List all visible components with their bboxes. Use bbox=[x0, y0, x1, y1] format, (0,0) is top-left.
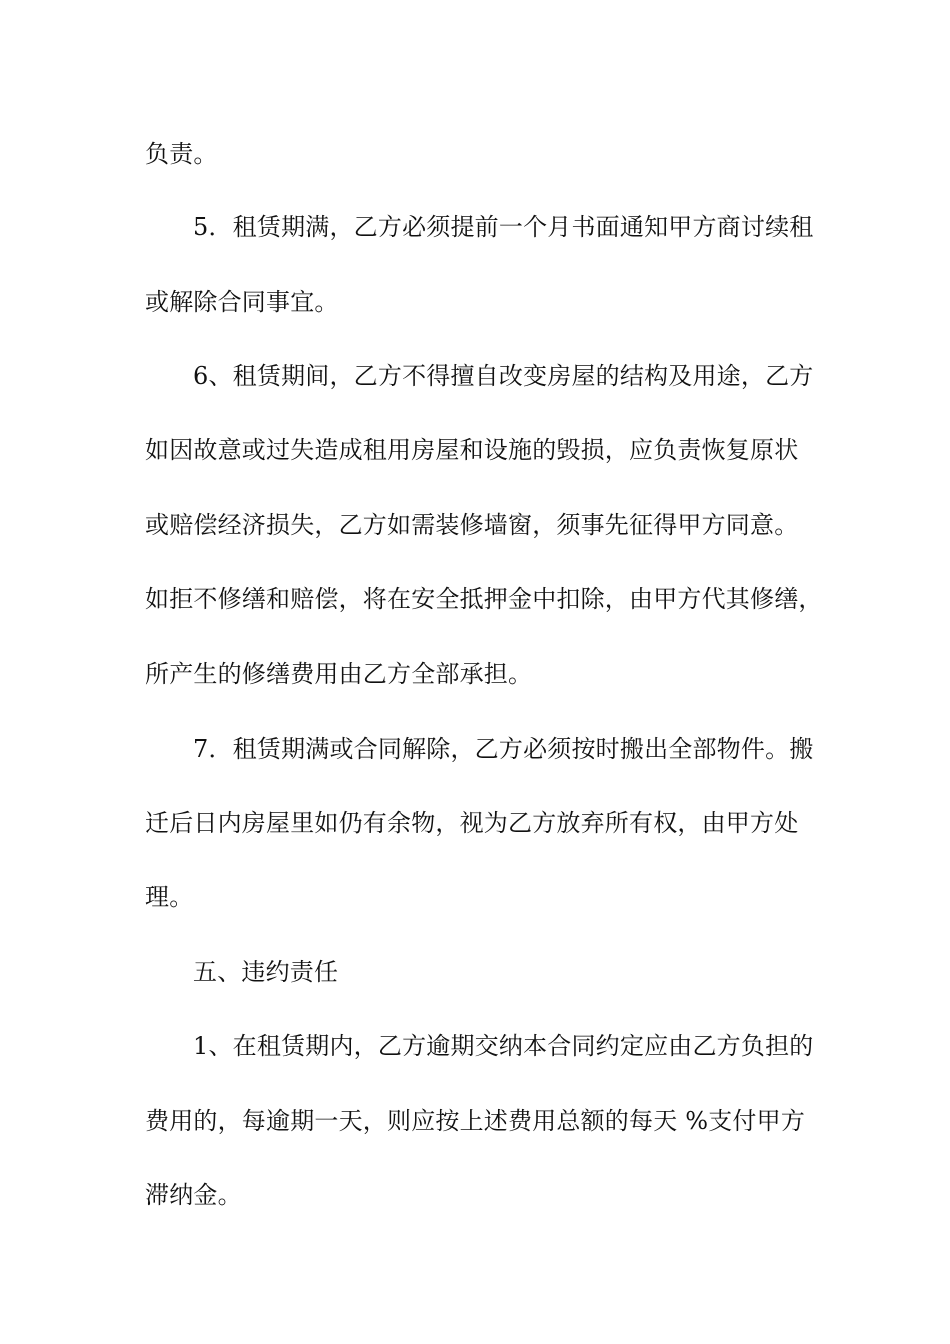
liability-1-line-1: 1、在租赁期内，乙方逾期交纳本合同约定应由乙方负担的 bbox=[193, 1032, 814, 1060]
text-line: 负责。 bbox=[145, 140, 218, 168]
liability-1-line-2: 费用的，每逾期一天，则应按上述费用总额的每天 %支付甲方 bbox=[145, 1107, 806, 1135]
clause-5-line-2: 或解除合同事宜。 bbox=[145, 288, 339, 316]
section-heading: 五、违约责任 bbox=[193, 958, 339, 986]
clause-6-line-4: 如拒不修缮和赔偿，将在安全抵押金中扣除，由甲方代其修缮， bbox=[145, 585, 823, 613]
clause-7-line-3: 理。 bbox=[145, 883, 194, 911]
clause-7-line-1: 7．租赁期满或合同解除，乙方必须按时搬出全部物件。搬 bbox=[193, 735, 814, 763]
clause-5-line-1: 5．租赁期满，乙方必须提前一个月书面通知甲方商讨续租 bbox=[193, 213, 814, 241]
liability-1-line-3: 滞纳金。 bbox=[145, 1181, 242, 1209]
clause-6-line-1: 6、租赁期间，乙方不得擅自改变房屋的结构及用途，乙方 bbox=[193, 362, 814, 390]
clause-6-line-3: 或赔偿经济损失，乙方如需装修墙窗，须事先征得甲方同意。 bbox=[145, 511, 799, 539]
clause-7-line-2: 迁后日内房屋里如仍有余物，视为乙方放弃所有权，由甲方处 bbox=[145, 809, 799, 837]
clause-6-line-5: 所产生的修缮费用由乙方全部承担。 bbox=[145, 660, 533, 688]
clause-6-line-2: 如因故意或过失造成租用房屋和设施的毁损，应负责恢复原状 bbox=[145, 436, 799, 464]
